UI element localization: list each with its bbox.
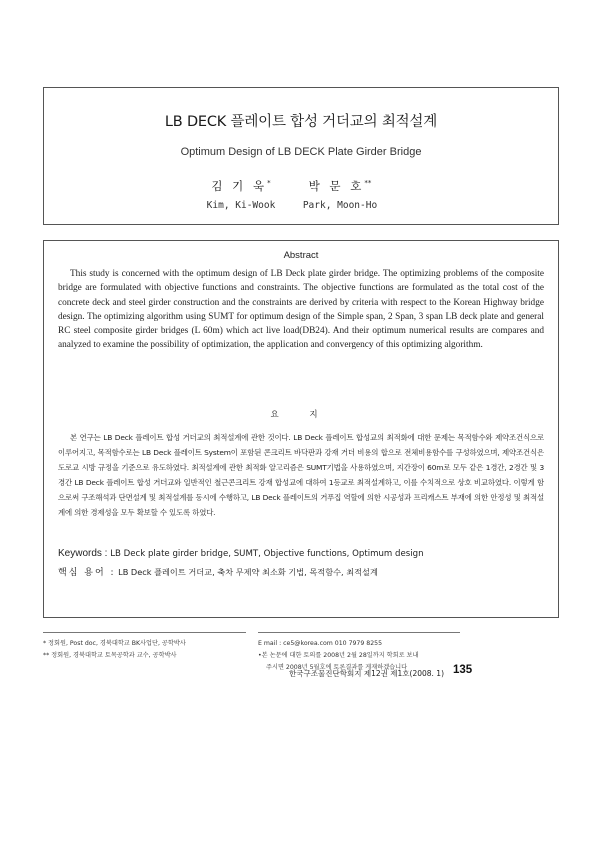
footnote-author-1: * 정회원, Post doc, 경북대학교 BK사업단, 공학박사 — [43, 640, 186, 647]
abstract-heading: Abstract — [283, 250, 319, 261]
abstract-block — [43, 240, 559, 618]
author-2 — [280, 178, 400, 211]
keywords-value: LB Deck plate girder bridge, SUMT, Objective functions, Optimum design — [110, 549, 424, 559]
abstract-text: This study is concerned with the optimum design of LB Deck plate girder bridge. The optimizing problems of the composite bridge are formulated with objective functions and constraints. The objective functions are formulated as the total cost of the concrete deck and steel girder construction and the constraints are derived by criteria with respect to the Korean Highway bridge design. The optimizing algorithm using SUMT for optimum design of the Simple span, 2 Span, 3 span LB deck plate and general RC steel composite girder bridges (L 60m) which act live load(DB24). And their optimum numerical results are compares and analyzed to examine the possibility of optimization, the application and convergency of this optimizing algorithm. — [58, 269, 544, 351]
keywords-line — [58, 548, 548, 559]
footnote-divider-left — [43, 632, 246, 633]
keywords-korean-label: 핵심 용어 : — [58, 568, 116, 578]
keywords-korean-value: LB Deck 플레이트 거더교, 축차 무제약 최소화 기법, 목적함수, 최적설계 — [118, 567, 378, 577]
author-2-name-korean: 박 문 호 — [308, 179, 365, 193]
page-number: 135 — [453, 664, 473, 676]
summary-text: 본 연구는 LB Deck 플레이트 합성 거더교의 최적설계에 관한 것이다. LB Deck 플레이트 합성교의 최적화에 대한 문제는 목적함수와 제약조건식으로 이루어지고, 목적함수로는 LB Deck 플레이트 System이 포함된 콘크리트 바닥판과 강재 거더 비용의 합으로 전체비용함수를 구성하였으며, 제약조건식은 도로교 시방 규정을 기준으로 유도하였다. 최적설계에 관한 최적화 알고리즘은 SUMT기법을 사용하였으며, 지간장이 60m로 모두 같은 1경간, 2경간 및 3경간 LB Deck 플레이트 합성 거더교와 일반적인 철근콘크리트 강재 합성교에 대하여 1등교로 최적설계하고, 이를 수치적으로 상호 비교하였다. 이렇게 함으로써 구조해석과 단면설계 및 최적설계를 동시에 수행하고, LB Deck 플레이트의 거푸집 역할에 의한 시공성과 프리캐스트 부재에 의한 안정성 및 최적설계에 의한 경제성을 모두 확보할 수 있도록 하였다. — [58, 433, 544, 517]
author-2-mark: ** — [364, 179, 372, 188]
keywords-label: Keywords : — [58, 548, 108, 559]
author-1-mark: * — [267, 179, 271, 188]
paper-title-english: Optimum Design of LB DECK Plate Girder Bridge — [180, 146, 422, 158]
keywords-korean-line — [58, 565, 548, 578]
paper-title-korean: LB DECK 플레이트 합성 거더교의 최적설계 — [164, 114, 438, 130]
footnote-discussion-2: 주시면 2008년 5월호에 토론결과를 게재하겠습니다 — [266, 664, 408, 671]
author-footnotes — [43, 638, 253, 662]
author-2-name-english: Park, Moon-Ho — [302, 200, 378, 211]
author-1-name-korean: 김 기 욱 — [211, 179, 268, 193]
author-list — [44, 178, 558, 218]
footnote-author-2: ** 정회원, 경북대학교 토목공학과 교수, 공학박사 — [43, 652, 177, 659]
journal-running-footer: 한국구조물진단학회지 제12권 제1호(2008. 1) — [289, 669, 444, 678]
title-block — [43, 87, 559, 225]
footnote-email: E mail : ce5@korea.com 010 7979 8255 — [258, 640, 383, 647]
footnote-divider-right — [258, 632, 460, 633]
footnote-discussion-1: •본 논문에 대한 토의를 2008년 2월 28일까지 학회로 보내 — [258, 652, 419, 659]
summary-heading: 요 지 — [270, 410, 332, 420]
author-1-name-english: Kim, Ki-Wook — [206, 200, 276, 211]
